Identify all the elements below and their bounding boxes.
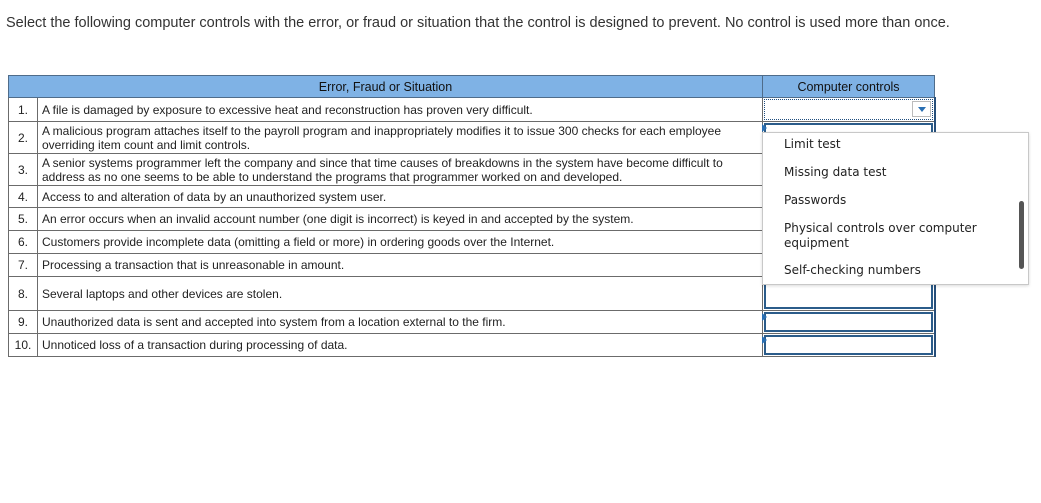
dropdown-option-missing-data-test[interactable]: Missing data test — [784, 165, 887, 179]
answer-dropdown-1[interactable] — [763, 98, 935, 122]
flag-marker-icon — [762, 124, 767, 132]
row-situation-text: An error occurs when an invalid account number (one digit is incorrect) is keyed in and accepted by the system. — [38, 208, 763, 231]
row-number: 7. — [9, 254, 38, 277]
row-number: 9. — [9, 311, 38, 334]
dropdown-option-passwords[interactable]: Passwords — [784, 193, 847, 207]
row-number: 2. — [9, 122, 38, 154]
dropdown-option-physical-controls[interactable]: Physical controls over computer equipment — [784, 221, 977, 250]
row-number: 8. — [9, 277, 38, 311]
header-computer-controls: Computer controls — [763, 76, 935, 98]
row-situation-text: Unauthorized data is sent and accepted into system from a location external to the firm. — [38, 311, 763, 334]
row-number: 3. — [9, 154, 38, 186]
answer-field[interactable] — [764, 335, 933, 355]
chevron-down-icon — [918, 107, 926, 112]
flag-marker-icon — [762, 313, 767, 321]
row-situation-text: A file is damaged by exposure to excessive heat and reconstruction has proven very difficult. — [38, 98, 763, 122]
flag-marker-icon — [762, 336, 767, 344]
row-situation-text: Customers provide incomplete data (omitting a field or more) in ordering goods over the Internet. — [38, 231, 763, 254]
dropdown-option-self-checking-numbers[interactable]: Self-checking numbers — [784, 263, 921, 277]
answer-field[interactable] — [764, 312, 933, 332]
dropdown-button[interactable] — [912, 101, 931, 117]
table-row — [9, 98, 935, 122]
row-number: 6. — [9, 231, 38, 254]
answer-field-active[interactable] — [764, 99, 933, 120]
row-number: 4. — [9, 186, 38, 208]
table-row — [9, 334, 935, 357]
table-row — [9, 311, 935, 334]
header-situation: Error, Fraud or Situation — [9, 76, 763, 98]
answer-dropdown-10[interactable] — [763, 334, 935, 357]
scrollbar-thumb[interactable] — [1019, 201, 1024, 269]
row-situation-text: Several laptops and other devices are stolen. — [38, 277, 763, 311]
row-situation-text: Unnoticed loss of a transaction during processing of data. — [38, 334, 763, 357]
answer-dropdown-9[interactable] — [763, 311, 935, 334]
row-number: 5. — [9, 208, 38, 231]
row-situation-text: Access to and alteration of data by an unauthorized system user. — [38, 186, 763, 208]
row-situation-text: A malicious program attaches itself to the payroll program and inappropriately modifies it to issue 300 checks for each employee overriding item count and limit controls. — [38, 122, 763, 154]
row-situation-text: Processing a transaction that is unreasonable in amount. — [38, 254, 763, 277]
row-number: 1. — [9, 98, 38, 122]
row-situation-text: A senior systems programmer left the company and since that time causes of breakdowns in the system have become difficult to address as no one seems to be able to understand the programs that programmer worked on and developed. — [38, 154, 763, 186]
dropdown-option-limit-test[interactable]: Limit test — [784, 137, 841, 151]
row-number: 10. — [9, 334, 38, 357]
table-header-row — [9, 76, 935, 98]
dropdown-menu — [762, 132, 1029, 285]
instructions-text: Select the following computer controls with the error, or fraud or situation that the control is designed to prevent. No control is used more than once. — [6, 15, 950, 31]
